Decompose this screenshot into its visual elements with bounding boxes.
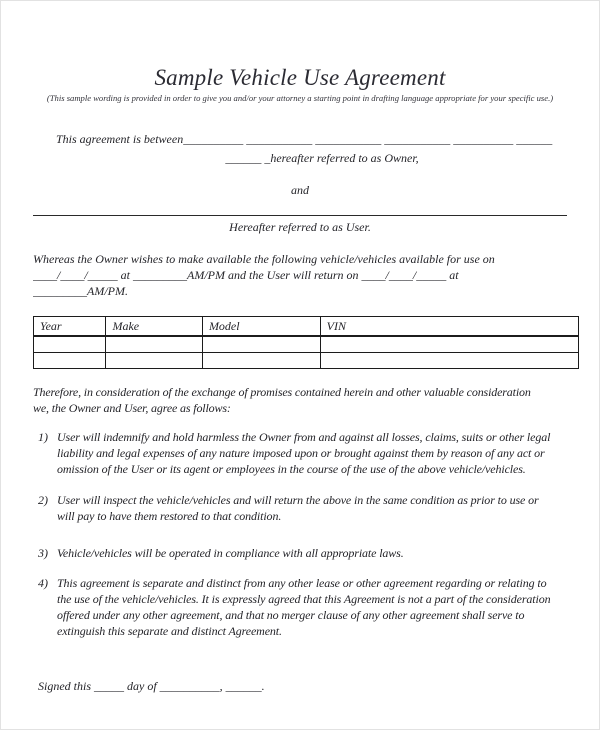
whereas-line-1: Whereas the Owner wishes to make available the following vehicle/vehicles available for use on <box>33 252 495 266</box>
clause-text: User will inspect the vehicle/vehicles and will return the above in the same condition as prior to use or will pay to have them restored to that condition. <box>57 492 539 523</box>
whereas-paragraph <box>33 251 567 299</box>
user-name-blank-line <box>33 203 567 216</box>
vehicle-table-row <box>34 352 579 368</box>
clause-item-2 <box>38 492 556 524</box>
vehicle-table-cell <box>106 352 202 368</box>
signature-line: Signed this _____ day of __________, ______. <box>38 678 265 693</box>
vehicle-table <box>33 316 579 369</box>
whereas-line-3: _________AM/PM. <box>33 284 128 298</box>
clause-item-3 <box>38 545 556 561</box>
clause-number: 2) <box>38 492 48 507</box>
agreement-between-line: This agreement is between__________ ___________ ___________ ___________ __________ ______ <box>56 132 553 146</box>
whereas-line-2: ____/____/_____ at _________AM/PM and the User will return on ____/____/_____ at <box>33 268 459 282</box>
clause-number: 3) <box>38 545 48 560</box>
clause-text: This agreement is separate and distinct from any other lease or other agreement regarding or relating to the use of the vehicle/vehicles. It is expressly agreed that this Agreement is not a part of the consideration offered under any other agreement, and that no merger clause of any other agreement shall serve to extinguish this separate and distinct Agreement. <box>57 575 551 638</box>
clause-number: 4) <box>38 575 48 590</box>
vehicle-table-cell <box>34 352 106 368</box>
vehicle-table-cell <box>34 336 106 352</box>
vehicle-table-header-vin: VIN <box>320 317 578 337</box>
owner-reference-line: ______ _hereafter referred to as Owner, <box>225 151 419 165</box>
vehicle-table-cell <box>202 336 320 352</box>
document-title: Sample Vehicle Use Agreement <box>154 65 446 90</box>
vehicle-table-header-year: Year <box>34 317 106 337</box>
vehicle-table-header-make: Make <box>106 317 202 337</box>
clause-text: User will indemnify and hold harmless the Owner from and against all losses, claims, suits or other legal liability and legal expenses of any nature imposed upon or brought against them by reason of any act or omission of the User or its agent or employees in the course of the use of the above vehicle/vehicles. <box>57 429 551 476</box>
conjunction-and: and <box>291 183 309 197</box>
vehicle-table-cell <box>202 352 320 368</box>
clause-text: Vehicle/vehicles will be operated in compliance with all appropriate laws. <box>57 545 404 560</box>
clause-item-1 <box>38 429 556 477</box>
vehicle-table-cell <box>106 336 202 352</box>
vehicle-table-row <box>34 336 579 352</box>
therefore-paragraph: Therefore, in consideration of the exchange of promises contained herein and other valuable consideration we, the Owner and User, agree as follows: <box>33 384 531 415</box>
vehicle-table-header-row <box>34 317 579 337</box>
vehicle-table-cell <box>320 336 578 352</box>
clause-number: 1) <box>38 429 48 444</box>
clause-item-4 <box>38 575 556 639</box>
user-reference-line: Hereafter referred to as User. <box>229 220 371 234</box>
document-subtitle: (This sample wording is provided in order to give you and/or your attorney a starting point in drafting language appropriate for your specific use.) <box>46 93 554 103</box>
vehicle-table-cell <box>320 352 578 368</box>
vehicle-table-header-model: Model <box>202 317 320 337</box>
